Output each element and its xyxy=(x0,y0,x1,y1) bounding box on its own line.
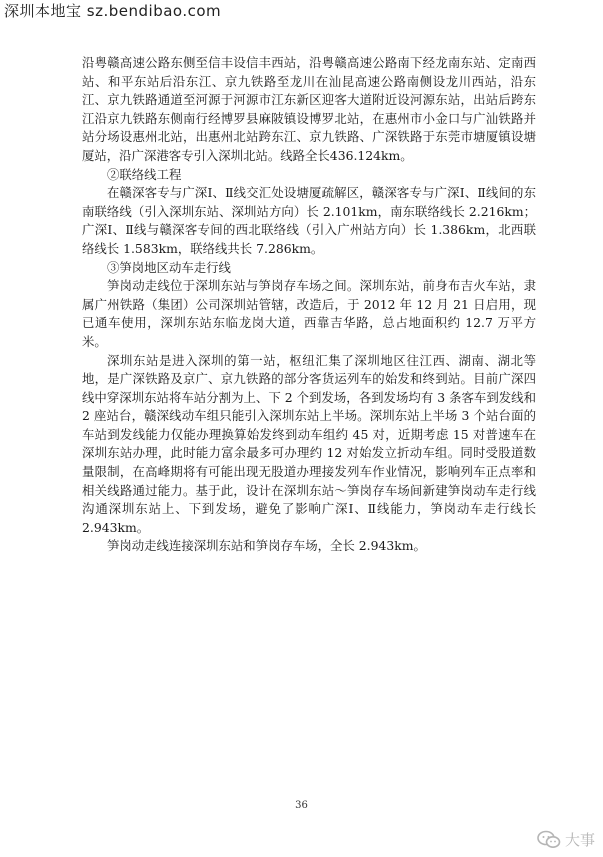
wechat-account-label: 大事 xyxy=(564,831,595,849)
section-heading-connecting-lines: ②联络线工程 xyxy=(107,166,182,182)
wechat-badge xyxy=(537,829,595,850)
section-heading-emu-line: ③笋岗地区动车走行线 xyxy=(107,259,231,275)
site-url: sz.bendibao.com xyxy=(86,2,222,20)
paragraph-station-capacity: 深圳东站是进入深圳的第一站，枢纽汇集了深圳地区往江西、湖南、湖北等地，是广深铁路及京广、京九铁路的部分客货运列车的始发和终到站。目前广深四线中穿深圳东站将车站分割为上、下 2 个到发场，各到发场均有 3 条客车到发线和 2 座站台，赣深线动车组只能引入深圳东站上半场。深圳东站上半场 3 个站台面的车站到发线能力仅能办理换算始发终到动车组约 45 对，近期考虑 15 对普速车在深圳东站办理，此时能力富余最多可办理约 12 对始发立折动车组。同时受股道数量限制，在高峰期将有可能出现无股道办理接发列车作业情况，影响列车正点率和相关线路通过能力。基于此，设计在深圳东站～笋岗存车场间新建笋岗动车走行线沟通深圳东站上、下到发场，避免了影响广深Ⅰ、Ⅱ线能力，笋岗动车走行线长 2.943km。 xyxy=(82,352,536,535)
site-name: 深圳本地宝 xyxy=(4,2,82,20)
paragraph-connecting-lines: 在赣深客专与广深Ⅰ、Ⅱ线交汇处设塘厦疏解区，赣深客专与广深Ⅰ、Ⅱ线间的东南联络线（引入深圳东站、深圳站方向）长 2.101km，南东联络线长 2.216km；广深Ⅰ、Ⅱ线与赣深客专间的西北联络线（引入广州站方向）长 1.386km，北西联络线长 1.583km，联络线共长 7.286km。 xyxy=(82,185,536,256)
paragraph-shenzhen-east-station: 笋岗动走线位于深圳东站与笋岗存车场之间。深圳东站，前身布吉火车站，隶属广州铁路（集团）公司深圳站管辖，改造后，于 2012 年 12 月 21 日启用，现已通车使用，深圳东站东临龙岗大道，西靠吉华路，总占地面积约 12.7 万平方米。 xyxy=(82,278,536,349)
wechat-icon xyxy=(537,830,561,850)
paragraph-emu-line-length: 笋岗动走线连接深圳东站和笋岗存车场，全长 2.943km。 xyxy=(107,538,426,554)
site-watermark xyxy=(4,0,221,21)
document-body xyxy=(82,54,536,556)
page-number: 36 xyxy=(295,800,308,811)
paragraph-route-description: 沿粤赣高速公路东侧至信丰设信丰西站，沿粤赣高速公路南下经龙南东站、定南西站、和平东站后沿东江、京九铁路至龙川在汕昆高速公路南侧设龙川西站，沿东江、京九铁路通道至河源于河源市江东新区迎客大道附近设河源东站，出站后跨东江沿京九铁路东侧南行经博罗县麻陂镇设博罗北站，在惠州市小金口与广汕铁路并站分场设惠州北站，出惠州北站跨东江、京九铁路、广深铁路于东莞市塘厦镇设塘厦站，沿广深港客专引入深圳北站。线路全长436.124km。 xyxy=(82,55,536,163)
